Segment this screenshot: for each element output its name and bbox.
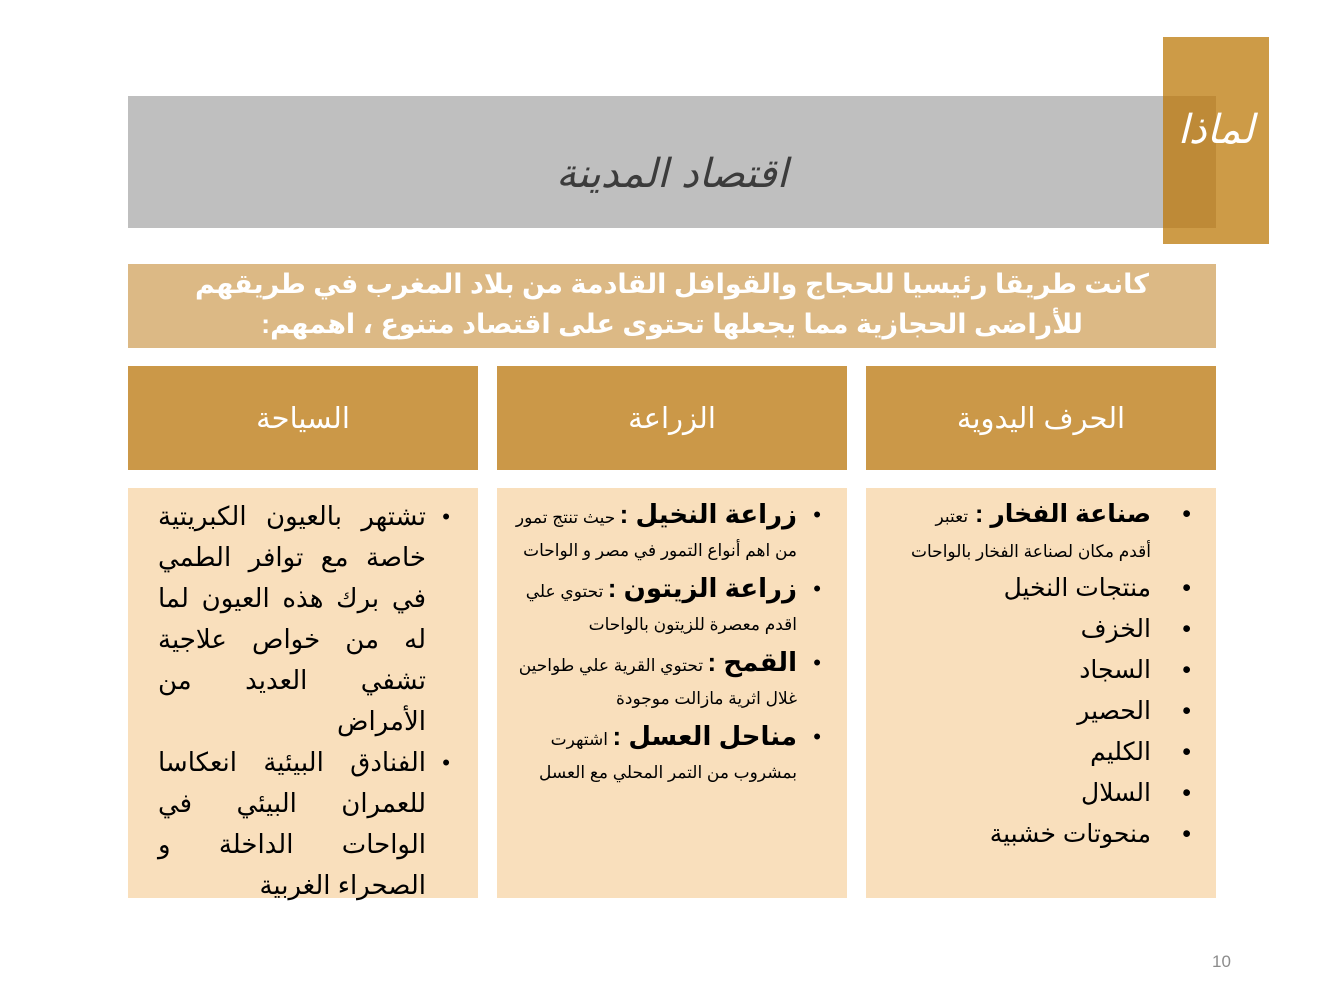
agriculture-content-box [497, 488, 847, 898]
bullet-icon: • [1182, 574, 1191, 602]
item-bold-label: مناحل العسل : [612, 721, 797, 751]
list-item [906, 498, 1194, 568]
tourism-content-box [128, 488, 478, 898]
list-item [906, 691, 1194, 732]
item-text: الخزف [1080, 615, 1151, 643]
list-item [515, 646, 821, 716]
list-item [906, 814, 1194, 855]
bullet-icon: • [1182, 779, 1191, 807]
agriculture-list [497, 488, 847, 790]
item-text: الكليم [1090, 738, 1151, 766]
list-item [906, 732, 1194, 773]
item-text: اشتهرت بمشروب من التمر المحلي مع العسل [538, 730, 797, 782]
list-item [515, 498, 821, 568]
crafts-content-box [866, 488, 1216, 898]
header-crafts-label: الحرف اليدوية [956, 402, 1126, 435]
slide-title: اقتصاد المدينة [556, 151, 788, 197]
bullet-icon: • [1182, 500, 1191, 528]
header-agriculture-label: الزراعة [628, 402, 716, 435]
bullet-icon: • [1182, 697, 1191, 725]
page-number: 10 [1212, 952, 1231, 971]
corner-label: لماذا [1177, 107, 1255, 153]
list-item [158, 742, 450, 906]
tourism-list [128, 488, 478, 906]
bullet-icon: • [1182, 656, 1191, 684]
list-item [515, 720, 821, 790]
item-text: السجاد [1079, 656, 1151, 684]
list-item [158, 496, 450, 742]
header-tourism-label: السياحة [256, 402, 350, 435]
item-text: تعتبر أقدم مكان لصناعة الفخار بالواحات [911, 507, 1151, 561]
crafts-list [866, 488, 1216, 855]
item-text: منحوتات خشبية [989, 820, 1151, 848]
bullet-icon: • [813, 576, 821, 601]
item-text: تحتوي علي اقدم معصرة للزيتون بالواحات [525, 582, 797, 634]
bullet-icon: • [442, 750, 450, 775]
list-item [906, 773, 1194, 814]
item-text: منتجات النخيل [1003, 574, 1151, 602]
item-bold-label: صناعة الفخار : [975, 500, 1151, 528]
item-bold-label: زراعة النخيل : [619, 499, 797, 529]
bullet-icon: • [1182, 820, 1191, 848]
item-text: حيث تنتج تمور من اهم أنواع التمور في مصر و الواحات [515, 508, 797, 560]
item-text: السلال [1081, 779, 1151, 807]
bullet-icon: • [813, 650, 821, 675]
bullet-icon: • [813, 502, 821, 527]
item-text: تشتهر بالعيون الكبريتية خاصة مع توافر الطمي في برك هذه العيون لما له من خواص علاجية تشفي العديد من الأمراض [158, 501, 426, 736]
item-bold-label: زراعة الزيتون : [607, 573, 797, 603]
list-item [906, 650, 1194, 691]
bullet-icon: • [1182, 738, 1191, 766]
title-bar [128, 96, 1216, 228]
intro-text [128, 264, 1216, 348]
list-item [906, 609, 1194, 650]
bullet-icon: • [1182, 615, 1191, 643]
intro-line-1: كانت طريقا رئيسيا للحجاج والقوافل القادمة من بلاد المغرب في طريقهم [195, 269, 1149, 299]
bullet-icon: • [442, 504, 450, 529]
list-item [906, 568, 1194, 609]
item-bold-label: القمح : [707, 647, 797, 677]
list-item [515, 572, 821, 642]
item-text: الحصير [1077, 697, 1151, 725]
header-agriculture [497, 366, 847, 470]
item-text: الفنادق البيئية انعكاسا للعمران البيئي في الواحات الداخلة و الصحراء الغربية [158, 747, 426, 900]
intro-line-2: للأراضى الحجازية مما يجعلها تحتوى على اقتصاد متنوع ، اهمهم: [261, 309, 1083, 339]
bullet-icon: • [813, 724, 821, 749]
header-tourism [128, 366, 478, 470]
item-text: تحتوي القرية علي طواحين غلال اثرية مازالت موجودة [518, 656, 797, 708]
header-crafts [866, 366, 1216, 470]
